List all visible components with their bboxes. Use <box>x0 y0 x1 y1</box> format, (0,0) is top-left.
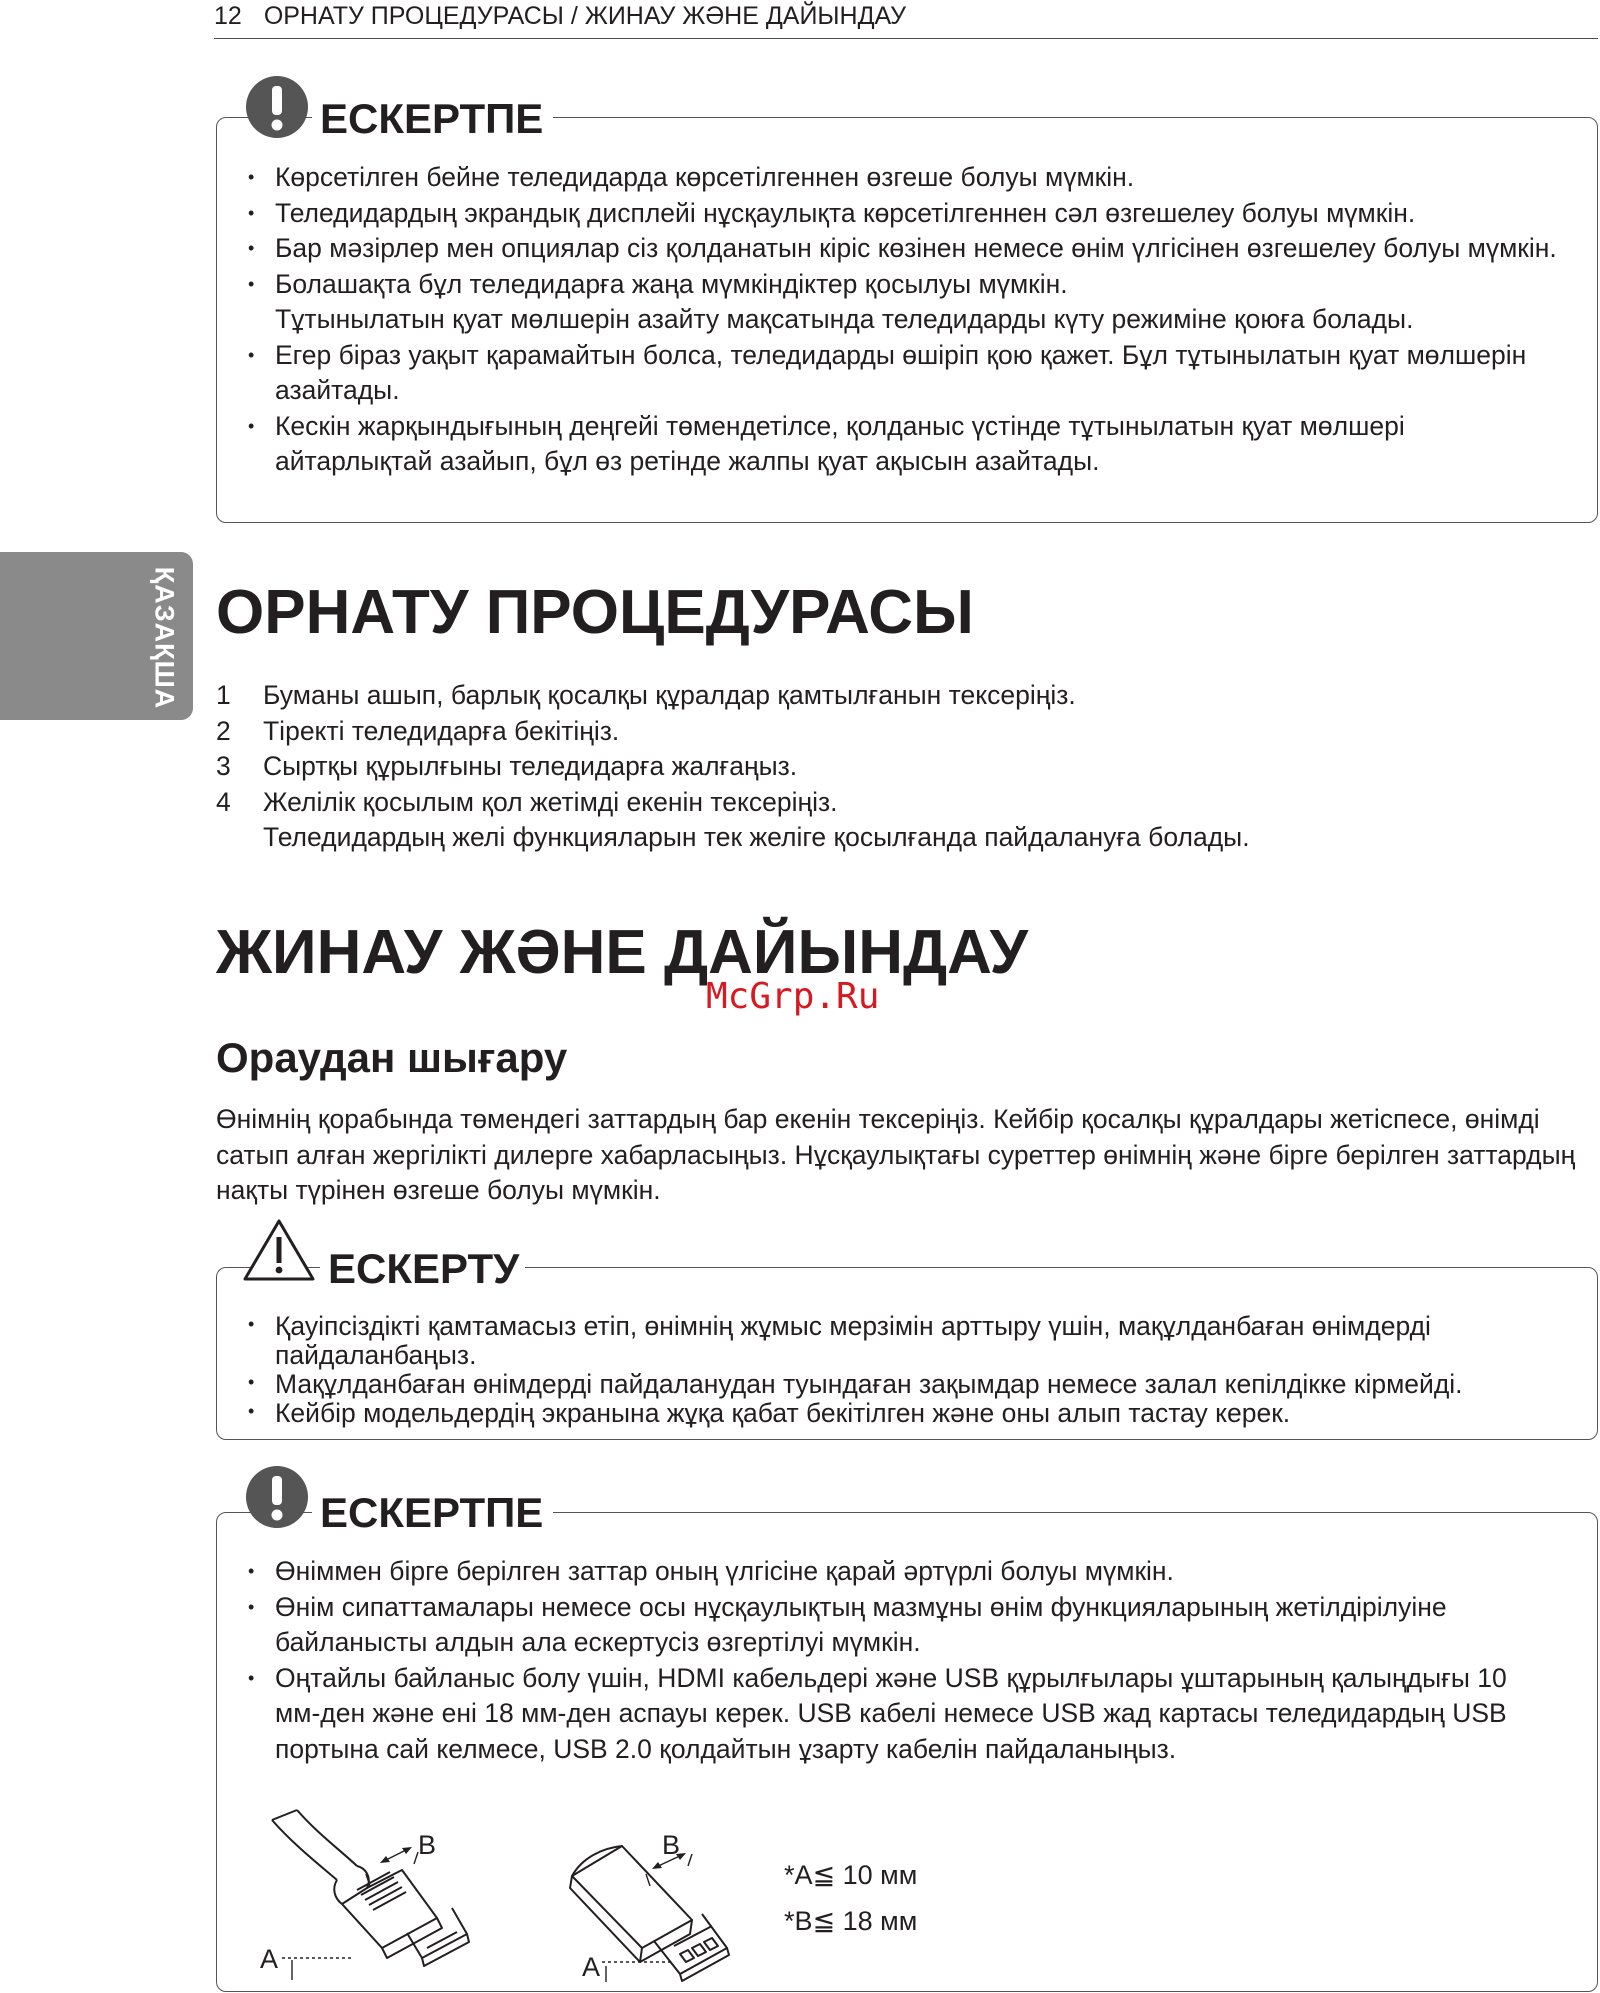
language-side-tab <box>0 552 193 720</box>
note-2-title: ЕСКЕРТПЕ <box>312 1488 553 1538</box>
step-number: 4 <box>216 786 231 817</box>
note-1-item: • Бар мәзірлер мен опциялар сіз қолданатын кіріс көзінен немесе өнім үлгісінен өзгешелеу болуы мүмкін. <box>248 231 1588 267</box>
note-1-list <box>248 160 1588 480</box>
hdmi-connector-illustration <box>262 1808 492 1983</box>
install-section-title: ОРНАТУ ПРОЦЕДУРАСЫ <box>216 578 974 647</box>
note-1-item: • Болашақта бұл теледидарға жаңа мүмкіндіктер қосылуы мүмкін. Тұтынылатын қуат мөлшерін азайту мақсатында теледидарды күту режиміне қоюға болады. <box>248 267 1588 338</box>
exclamation-circle-icon <box>246 1466 308 1528</box>
step-text: Сыртқы құрылғыны теледидарға жалғаңыз. <box>263 751 798 781</box>
step-number: 1 <box>216 680 231 710</box>
install-step <box>216 714 1596 750</box>
language-side-tab-label: ҚАЗАҚША <box>149 566 180 710</box>
watermark: McGrp.Ru <box>706 976 880 1017</box>
install-step <box>216 749 1596 785</box>
install-steps-list <box>216 678 1596 856</box>
note-1-content <box>248 160 1588 480</box>
note-2-content <box>248 1554 1588 1767</box>
note-1-item: • Көрсетілген бейне теледидарда көрсетілгеннен өзгеше болуы мүмкін. <box>248 160 1588 196</box>
caution-content <box>248 1312 1588 1428</box>
label-b: B <box>418 1830 437 1860</box>
note-1-item: • Теледидардың экрандық дисплейі нұсқаулықта көрсетілгеннен сәл өзгешелеу болуы мүмкін. <box>248 196 1588 232</box>
note-2-item: • Өнім сипаттамалары немесе осы нұсқаулықтың мазмұны өнім функцияларының жетілдірілуіне байланысты алдын ала ескертусіз өзгертілуі мүмкін. <box>248 1590 1588 1661</box>
install-steps <box>216 678 1596 856</box>
note-1-item: • Егер біраз уақыт қарамайтын болса, теледидарды өшіріп қою қажет. Бұл тұтынылатын қуат мөлшерін азайтады. <box>248 338 1588 409</box>
note-1-item: • Кескін жарқындығының деңгейі төмендетілсе, қолданыс үстінде тұтынылатын қуат мөлшері айтарлықтай азайып, бұл өз ретінде жалпы қуат ақысын азайтады. <box>248 409 1588 480</box>
note-2-item: • Өніммен бірге берілген заттар оның үлгісіне қарай әртүрлі болуы мүмкін. <box>248 1554 1588 1590</box>
exclamation-circle-icon <box>246 76 308 138</box>
step-number: 2 <box>216 715 231 746</box>
step-text: Буманы ашып, барлық қосалқы құралдар қамтылғанын тексеріңіз. <box>263 680 1076 710</box>
caution-item: • Мақұлданбаған өнімдерді пайдаланудан туындаған зақымдар немесе залал кепілдікке кірмейді. <box>248 1370 1588 1399</box>
note-2-list <box>248 1554 1588 1767</box>
assembly-section-title: ЖИНАУ ЖӘНЕ ДАЙЫНДАУ <box>216 918 1029 987</box>
dimension-a-text: *A≦ 10 мм <box>784 1860 918 1890</box>
caution-item: • Кейбір модельдердің экранына жұқа қабат бекітілген және оны алып тастау керек. <box>248 1399 1588 1428</box>
usb-stick-illustration <box>562 1816 752 1986</box>
label-a: A <box>582 1952 601 1982</box>
step-number: 3 <box>216 751 231 781</box>
caution-list <box>248 1312 1588 1428</box>
unpacking-subtitle: Ораудан шығару <box>216 1034 568 1081</box>
header-section-title: ОРНАТУ ПРОЦЕДУРАСЫ / ЖИНАУ ЖӘНЕ ДАЙЫНДАУ <box>263 2 906 30</box>
note-2-item: • Оңтайлы байланыс болу үшін, HDMI кабельдері және USB құрылғылары ұштарының қалыңдығы 10 мм-ден және ені 18 мм-ден аспауы керек. USB кабелі немесе USB жад картасы теледидардың USB портына сай келмесе, USB 2.0 қолдайтын ұзарту кабелін пайдаланыңыз. <box>248 1661 1588 1768</box>
step-text: Желілік қосылым қол жетімді екенін тексеріңіз. Теледидардың желі функцияларын тек желіге қосылғанда пайдалануға болады. <box>263 786 1250 852</box>
step-text: Тіректі теледидарға бекітіңіз. <box>263 715 620 746</box>
label-b: B <box>662 1830 681 1860</box>
dimension-b-text: *B≦ 18 мм <box>784 1906 918 1936</box>
warning-triangle-icon <box>242 1218 316 1282</box>
unpacking-paragraph: Өнімнің қорабында төмендегі заттардың бар екенін тексеріңіз. Кейбір қосалқы құралдары жетіспесе, өнімді сатып алған жергілікті дилерге хабарласыңыз. Нұсқаулықтағы суреттер өнімнің және бірге берілген заттардың нақты түрінен өзгеше болуы мүмкін. <box>216 1104 1576 1205</box>
note-1-title: ЕСКЕРТПЕ <box>312 94 553 144</box>
install-step <box>216 678 1596 714</box>
install-step <box>216 785 1596 856</box>
caution-title: ЕСКЕРТУ <box>320 1244 525 1294</box>
page-number: 12 <box>214 2 242 30</box>
label-a: A <box>260 1944 279 1974</box>
running-header <box>214 0 1598 39</box>
caution-item: • Қауіпсіздікті қамтамасыз етіп, өнімнің жұмыс мерзімін арттыру үшін, мақұлданбаған өнімдерді пайдаланбаңыз. <box>248 1312 1588 1370</box>
